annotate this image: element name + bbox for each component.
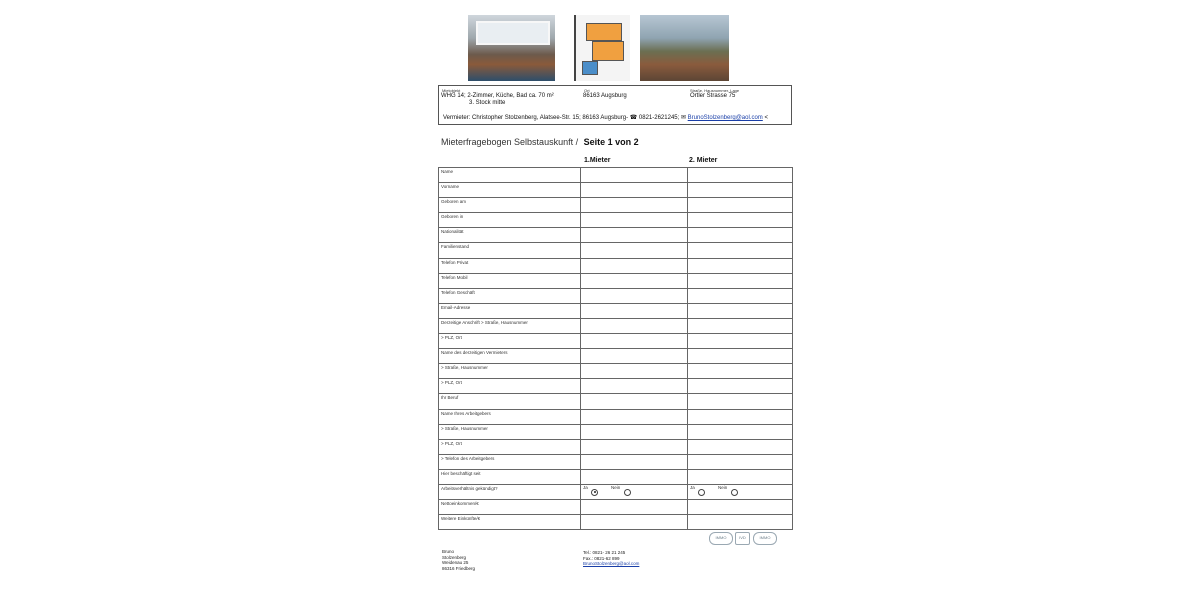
form-row-label: Geboren in bbox=[439, 213, 581, 228]
form-row-label: > PLZ, Ort bbox=[439, 379, 581, 394]
form-row-label: Weitere Einkünfte/€ bbox=[439, 515, 581, 530]
tenant1-input-cell[interactable] bbox=[581, 258, 688, 273]
mietobjekt-label: Mietobjekt bbox=[442, 88, 461, 93]
form-row-label: > PLZ, Ort bbox=[439, 439, 581, 454]
tenant1-input-cell[interactable] bbox=[581, 303, 688, 318]
association-logo: IMMO bbox=[709, 532, 733, 545]
form-row-label: Derzeitige Anschrift > Straße, Hausnummer bbox=[439, 318, 581, 333]
footer-fax: Fax.: 0821-62 899 bbox=[583, 555, 620, 561]
strasse-value: Ortler Strasse 75 bbox=[690, 93, 736, 99]
tenant2-input-cell[interactable] bbox=[688, 198, 793, 213]
strasse-label: Straße, Hausnummer, Lage bbox=[690, 88, 740, 93]
form-row bbox=[439, 409, 793, 424]
landlord-suffix: < bbox=[764, 115, 768, 121]
tenant1-input-cell[interactable] bbox=[581, 379, 688, 394]
footer-address-line: Stolzenberg bbox=[442, 554, 467, 560]
form-row bbox=[439, 454, 793, 469]
footer-address-line: 86316 Friedberg bbox=[442, 565, 476, 571]
tenant1-input-cell[interactable] bbox=[581, 334, 688, 349]
tenant1-input-cell[interactable] bbox=[581, 243, 688, 258]
tenant2-input-cell[interactable] bbox=[688, 439, 793, 454]
footer-address-line: Weidenau 25 bbox=[442, 560, 469, 565]
form-row bbox=[439, 500, 793, 515]
mietobjekt-floor: 3. Stock mitte bbox=[469, 100, 506, 106]
form-row-label: > Straße, Hausnummer bbox=[439, 364, 581, 379]
tenant1-input-cell[interactable] bbox=[581, 349, 688, 364]
form-row bbox=[439, 288, 793, 303]
tenant2-input-cell[interactable] bbox=[688, 424, 793, 439]
form-row-label: Nationalität bbox=[439, 228, 581, 243]
form-row bbox=[439, 439, 793, 454]
tenant2-input-cell[interactable] bbox=[688, 243, 793, 258]
radio-nein-label: Nein bbox=[611, 484, 621, 490]
radio-ja-label: Ja bbox=[690, 484, 695, 490]
tenant1-input-cell[interactable] bbox=[581, 288, 688, 303]
form-row bbox=[439, 258, 793, 273]
termination-radio-group-tenant2[interactable] bbox=[688, 484, 793, 499]
tenant1-input-cell[interactable] bbox=[581, 454, 688, 469]
form-row bbox=[439, 379, 793, 394]
tenant2-input-cell[interactable] bbox=[688, 500, 793, 515]
radio-ja-label: Ja bbox=[583, 484, 588, 490]
form-row-label: Geboren am bbox=[439, 198, 581, 213]
form-row-label: > Straße, Hausnummer bbox=[439, 424, 581, 439]
form-row-label: Familienstand bbox=[439, 243, 581, 258]
form-row bbox=[439, 318, 793, 333]
tenant1-input-cell[interactable] bbox=[581, 409, 688, 424]
tenant2-input-cell[interactable] bbox=[688, 454, 793, 469]
ort-label: Ort bbox=[584, 88, 590, 93]
footer-contact bbox=[583, 550, 639, 567]
form-row-label: > PLZ, Ort bbox=[439, 334, 581, 349]
tenant1-input-cell[interactable] bbox=[581, 424, 688, 439]
window-shape bbox=[476, 21, 550, 45]
form-row-label: Name bbox=[439, 168, 581, 183]
tenant1-input-cell[interactable] bbox=[581, 198, 688, 213]
form-row-label: Email-Adresse bbox=[439, 303, 581, 318]
form-title-text: Mieterfragebogen Selbstauskunft / bbox=[441, 137, 579, 147]
form-row bbox=[439, 183, 793, 198]
tenant2-input-cell[interactable] bbox=[688, 213, 793, 228]
landlord-contact bbox=[443, 114, 768, 121]
tenant2-input-cell[interactable] bbox=[688, 168, 793, 183]
form-row bbox=[439, 198, 793, 213]
tenant1-input-cell[interactable] bbox=[581, 228, 688, 243]
tenant1-input-cell[interactable] bbox=[581, 439, 688, 454]
form-row-label: Nettoeinkommen/€ bbox=[439, 500, 581, 515]
tenant1-input-cell[interactable] bbox=[581, 273, 688, 288]
radio-nein-label: Nein bbox=[718, 484, 728, 490]
floor-plan-room bbox=[592, 41, 624, 61]
balcony-photo bbox=[640, 15, 729, 81]
form-row bbox=[439, 364, 793, 379]
tenant1-input-cell[interactable] bbox=[581, 515, 688, 530]
page-indicator: Seite 1 von 2 bbox=[583, 137, 639, 147]
form-row bbox=[439, 228, 793, 243]
form-row-label: Hier beschäftigt seit bbox=[439, 469, 581, 484]
radio-nein[interactable] bbox=[624, 489, 631, 496]
form-title bbox=[441, 137, 639, 147]
tenant2-input-cell[interactable] bbox=[688, 515, 793, 530]
tenant1-input-cell[interactable] bbox=[581, 183, 688, 198]
termination-radio-group-tenant1[interactable] bbox=[581, 484, 688, 499]
property-info-box bbox=[438, 85, 792, 125]
tenant2-input-cell[interactable] bbox=[688, 349, 793, 364]
tenant2-input-cell[interactable] bbox=[688, 288, 793, 303]
radio-nein[interactable] bbox=[731, 489, 738, 496]
tenant1-input-cell[interactable] bbox=[581, 213, 688, 228]
tenant2-input-cell[interactable] bbox=[688, 258, 793, 273]
form-row bbox=[439, 303, 793, 318]
floor-plan-room bbox=[586, 23, 622, 41]
tenant2-input-cell[interactable] bbox=[688, 228, 793, 243]
footer-address-line: Bruno bbox=[442, 549, 455, 554]
mietobjekt-value: WHG 14; 2-Zimmer, Küche, Bad ca. 70 m² bbox=[441, 93, 554, 99]
form-row bbox=[439, 394, 793, 409]
floor-plan-image bbox=[574, 15, 630, 81]
column-header-tenant2: 2. Mieter bbox=[689, 157, 718, 164]
tenant2-input-cell[interactable] bbox=[688, 469, 793, 484]
apartment-interior-photo bbox=[468, 15, 555, 81]
association-logo: IMMO bbox=[753, 532, 777, 545]
form-row-label: Telefon Geschäft bbox=[439, 288, 581, 303]
tenant2-input-cell[interactable] bbox=[688, 318, 793, 333]
footer-address bbox=[442, 549, 475, 571]
column-header-tenant1: 1.Mieter bbox=[584, 157, 611, 164]
floor-plan-room bbox=[582, 61, 598, 75]
form-row-label: Name des derzeitigen Vermieters bbox=[439, 349, 581, 364]
tenant2-input-cell[interactable] bbox=[688, 303, 793, 318]
tenant2-input-cell[interactable] bbox=[688, 183, 793, 198]
tenant1-input-cell[interactable] bbox=[581, 500, 688, 515]
form-row bbox=[439, 243, 793, 258]
tenant2-input-cell[interactable] bbox=[688, 364, 793, 379]
ort-value: 86163 Augsburg bbox=[583, 93, 627, 99]
tenant2-input-cell[interactable] bbox=[688, 394, 793, 409]
footer-tel: Tel.: 0821- 26 21 245 bbox=[583, 550, 626, 555]
tenant1-input-cell[interactable] bbox=[581, 318, 688, 333]
form-row bbox=[439, 515, 793, 530]
form-row bbox=[439, 349, 793, 364]
form-row-label: Telefon Privat bbox=[439, 258, 581, 273]
ivd-logo: IVD bbox=[735, 532, 750, 545]
radio-ja[interactable] bbox=[591, 489, 598, 496]
questionnaire-table bbox=[438, 167, 793, 530]
form-row bbox=[439, 273, 793, 288]
tenant1-input-cell[interactable] bbox=[581, 394, 688, 409]
form-row bbox=[439, 469, 793, 484]
tenant1-input-cell[interactable] bbox=[581, 364, 688, 379]
form-row-label: Arbeitsverhältnis gekündigt? bbox=[439, 484, 581, 499]
landlord-email-link[interactable]: BrunoStolzenberg@aol.com bbox=[687, 115, 763, 121]
form-row-label: Telefon Mobil bbox=[439, 273, 581, 288]
form-row bbox=[439, 484, 793, 499]
landlord-info: Vermieter: Christopher Stolzenberg, Alatsee-Str. 15; 86163 Augsburg- ☎ 0821-2621245; ✉ bbox=[443, 115, 686, 121]
radio-ja[interactable] bbox=[698, 489, 705, 496]
tenant2-input-cell[interactable] bbox=[688, 273, 793, 288]
tenant2-input-cell[interactable] bbox=[688, 334, 793, 349]
form-row-label: Ihr Beruf bbox=[439, 394, 581, 409]
form-row bbox=[439, 213, 793, 228]
form-row-label: Vorname bbox=[439, 183, 581, 198]
form-row-label: > Telefon des Arbeitgebers bbox=[439, 454, 581, 469]
tenant1-input-cell[interactable] bbox=[581, 168, 688, 183]
form-row-label: Name Ihres Arbeitgebers bbox=[439, 409, 581, 424]
form-row bbox=[439, 168, 793, 183]
footer-email-link[interactable]: BrunoStolzenberg@aol.com bbox=[583, 561, 640, 566]
tenant1-input-cell[interactable] bbox=[581, 469, 688, 484]
tenant2-input-cell[interactable] bbox=[688, 379, 793, 394]
form-row bbox=[439, 424, 793, 439]
tenant2-input-cell[interactable] bbox=[688, 409, 793, 424]
form-row bbox=[439, 334, 793, 349]
